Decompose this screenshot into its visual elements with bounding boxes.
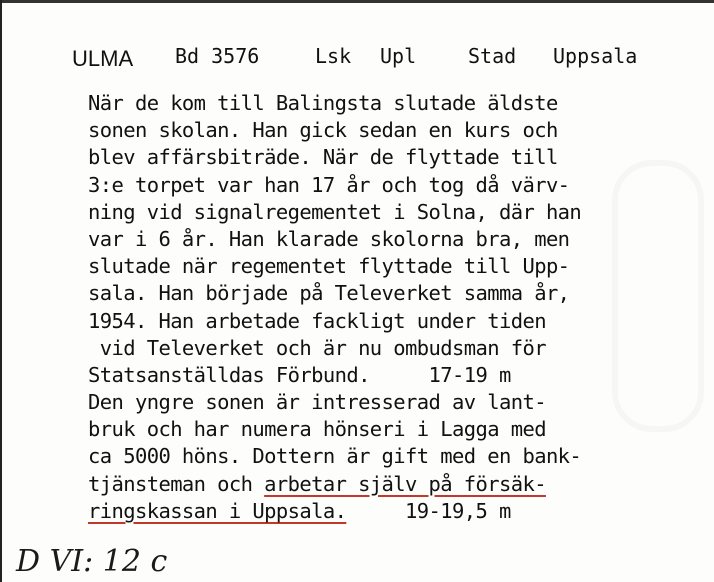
text-line: slutade när regementet flyttade till Upp- [88, 254, 570, 279]
text-line [88, 471, 698, 498]
handwritten-reference: D VI: 12 c [16, 544, 168, 579]
place-label: Stad [468, 44, 517, 68]
text-segment: 19-19,5 m [346, 498, 511, 523]
county-code: Upl [380, 44, 417, 68]
text-segment: tjänsteman och [88, 471, 265, 496]
card-top-edge [2, 0, 714, 3]
text-line: var i 6 år. Han klarade skolorna bra, men [88, 226, 570, 251]
archive-code: ULMA [72, 46, 134, 71]
text-line: sonen skolan. Han gick sedan en kurs och [88, 118, 558, 143]
text-line: bruk och har numera hönseri i Lagga med [88, 417, 546, 442]
text-line: 3:e torpet var han 17 år och tog då värv- [88, 172, 570, 197]
text-line: Den yngre sonen är intresserad av lant- [88, 390, 546, 415]
text-line: När de kom till Balingsta slutade äldste [88, 91, 558, 115]
volume-number: Bd 3576 [175, 44, 260, 68]
text-line [88, 498, 698, 525]
place-name: Uppsala [553, 44, 638, 68]
text-line: 1954. Han arbetade fackligt under tiden [88, 308, 546, 333]
text-line: sala. Han började på Televerket samma år, [88, 281, 570, 306]
text-line: ca 5000 höns. Dottern är gift med en bank- [88, 444, 582, 469]
text-line: vid Televerket och är nu ombudsman för [88, 335, 546, 360]
text-line: blev affärsbiträde. När de flyttade till [88, 145, 558, 170]
card-body [88, 90, 698, 525]
text-line: ning vid signalregementet i Solna, där han [88, 199, 582, 224]
parish-code: Lsk [315, 44, 352, 68]
text-line: Statsanställdas Förbund. 17-19 m [88, 362, 511, 387]
underlined-text: ringskassan i Uppsala. [88, 498, 347, 523]
underlined-text: arbetar själv på försäk- [264, 471, 546, 496]
